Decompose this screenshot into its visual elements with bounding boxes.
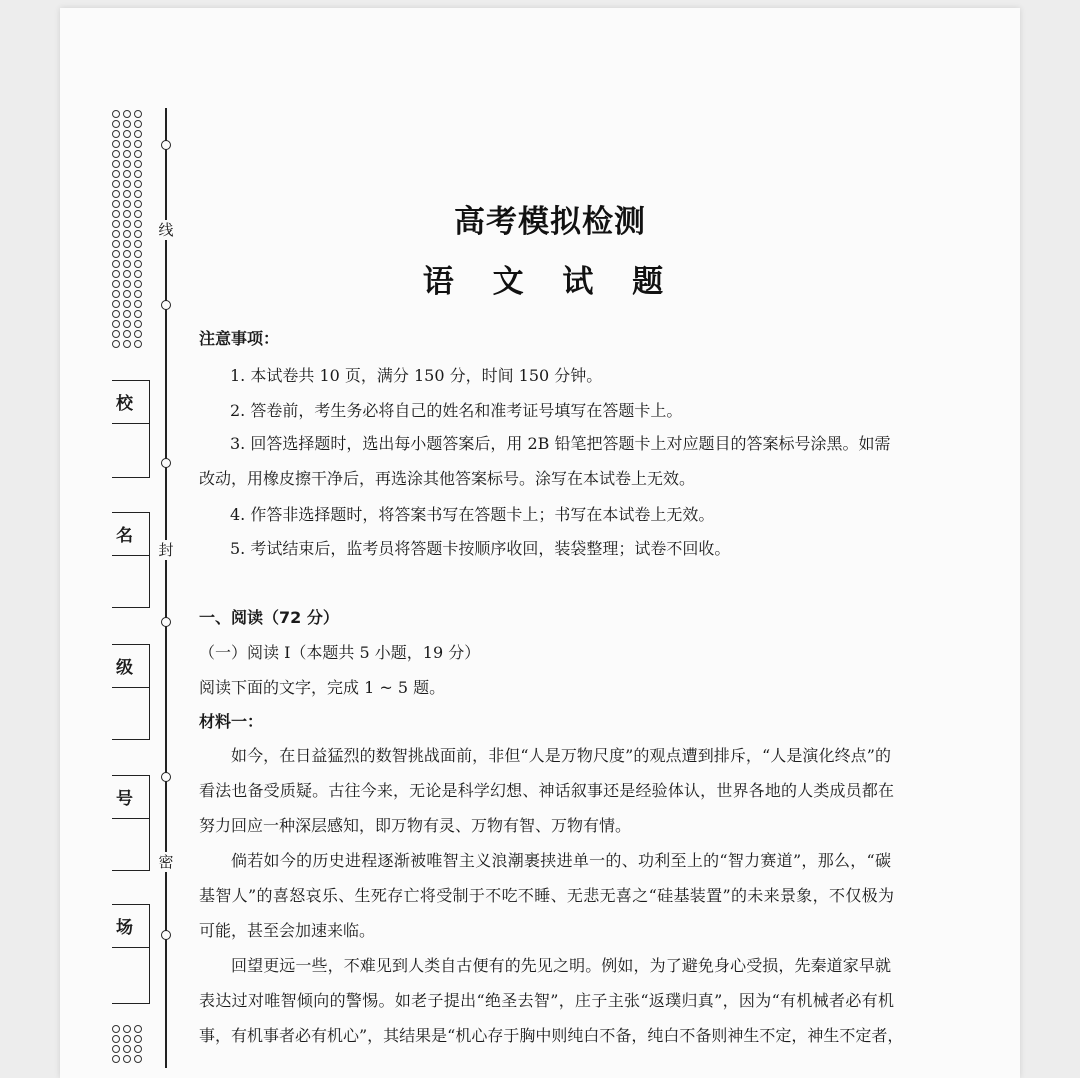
binding-hole <box>123 120 131 128</box>
binding-hole <box>134 130 142 138</box>
binding-hole <box>112 150 120 158</box>
notice-item: 4. 作答非选择题时，将答案书写在答题卡上；书写在本试卷上无效。 <box>230 505 715 524</box>
binding-hole <box>123 110 131 118</box>
binding-hole <box>123 1025 131 1033</box>
binding-hole <box>134 340 142 348</box>
seal-line-dot <box>161 617 171 627</box>
binding-hole <box>112 300 120 308</box>
class-field[interactable] <box>112 644 150 740</box>
binding-hole <box>123 270 131 278</box>
binding-hole <box>123 280 131 288</box>
school-field[interactable] <box>112 380 150 478</box>
binding-hole <box>134 120 142 128</box>
seal-line-dot <box>161 140 171 150</box>
school-label: 校 <box>116 394 133 414</box>
binding-hole <box>123 210 131 218</box>
number-field[interactable] <box>112 775 150 871</box>
binding-hole <box>112 1055 120 1063</box>
binding-hole <box>134 240 142 248</box>
binding-hole <box>123 140 131 148</box>
binding-hole <box>112 340 120 348</box>
passage-line: 回望更远一些，不难见到人类自古便有的先见之明。例如，为了避免身心受损，先秦道家早就 <box>231 956 891 975</box>
passage-line: 基智人”的喜怒哀乐、生死存亡将受制于不吃不睡、无悲无喜之“硅基装置”的未来景象，不仅极为 <box>199 886 894 905</box>
binding-hole <box>112 190 120 198</box>
binding-hole <box>123 200 131 208</box>
room-label: 场 <box>116 918 133 938</box>
binding-hole <box>112 1045 120 1053</box>
binding-holes-top <box>112 110 144 350</box>
binding-hole <box>134 230 142 238</box>
binding-hole <box>112 1035 120 1043</box>
binding-hole <box>112 260 120 268</box>
binding-hole <box>134 160 142 168</box>
binding-hole <box>123 190 131 198</box>
subsection-heading: （一）阅读 I（本题共 5 小题，19 分） <box>199 643 481 662</box>
binding-hole <box>134 180 142 188</box>
binding-hole <box>134 1025 142 1033</box>
notice-item: 5. 考试结束后，监考员将答题卡按顺序收回，装袋整理；试卷不回收。 <box>230 539 731 558</box>
binding-hole <box>112 210 120 218</box>
binding-hole <box>134 220 142 228</box>
passage-line: 如今，在日益猛烈的数智挑战面前，非但“人是万物尺度”的观点遭到排斥，“人是演化终点”的 <box>231 746 891 765</box>
passage-line: 表达过对唯智倾向的警惕。如老子提出“绝圣去智”，庄子主张“返璞归真”，因为“有机械者必有机 <box>199 991 894 1010</box>
seal-line-dot <box>161 772 171 782</box>
binding-hole <box>123 170 131 178</box>
binding-hole <box>123 150 131 158</box>
binding-hole <box>134 1035 142 1043</box>
binding-hole <box>112 270 120 278</box>
binding-hole <box>112 120 120 128</box>
binding-hole <box>112 160 120 168</box>
binding-hole <box>123 340 131 348</box>
seal-line <box>165 108 167 1068</box>
exam-title: 高考模拟检测 <box>454 204 646 240</box>
binding-hole <box>112 200 120 208</box>
binding-hole <box>134 170 142 178</box>
binding-hole <box>134 140 142 148</box>
room-field[interactable] <box>112 904 150 1004</box>
passage-line: 可能，甚至会加速来临。 <box>199 921 376 940</box>
binding-hole <box>134 260 142 268</box>
binding-hole <box>112 290 120 298</box>
notice-heading: 注意事项： <box>199 329 280 348</box>
binding-hole <box>112 230 120 238</box>
passage-line: 事，有机事者必有机心”，其结果是“机心存于胸中则纯白不备，纯白不备则神生不定，神生不定者， <box>199 1026 904 1045</box>
notice-item: 1. 本试卷共 10 页，满分 150 分，时间 150 分钟。 <box>230 366 603 385</box>
binding-hole <box>112 180 120 188</box>
binding-hole <box>123 1055 131 1063</box>
passage-line: 倘若如今的历史进程逐渐被唯智主义浪潮裹挟进单一的、功利至上的“智力赛道”，那么，“碳 <box>231 851 891 870</box>
binding-hole <box>134 280 142 288</box>
name-field[interactable] <box>112 512 150 608</box>
binding-hole <box>112 220 120 228</box>
binding-hole <box>112 1025 120 1033</box>
binding-hole <box>134 200 142 208</box>
seal-line-dot <box>161 300 171 310</box>
binding-hole <box>134 310 142 318</box>
binding-hole <box>123 180 131 188</box>
seal-line-dot <box>161 930 171 940</box>
binding-hole <box>112 280 120 288</box>
name-label: 名 <box>116 526 133 546</box>
notice-item-continued: 改动，用橡皮擦干净后，再选涂其他答案标号。涂写在本试卷上无效。 <box>199 469 696 488</box>
binding-hole <box>123 230 131 238</box>
binding-hole <box>134 270 142 278</box>
binding-hole <box>134 320 142 328</box>
binding-hole <box>123 160 131 168</box>
exam-subject: 语 文 试 题 <box>422 264 678 300</box>
binding-hole <box>112 130 120 138</box>
section-heading: 一、阅读（72 分） <box>199 608 339 627</box>
binding-hole <box>134 330 142 338</box>
binding-hole <box>123 250 131 258</box>
binding-hole <box>112 110 120 118</box>
seal-label-xian: 线 <box>156 220 176 240</box>
number-label: 号 <box>116 789 133 809</box>
binding-hole <box>134 210 142 218</box>
binding-hole <box>134 150 142 158</box>
notice-item: 2. 答卷前，考生务必将自己的姓名和准考证号填写在答题卡上。 <box>230 401 683 420</box>
binding-hole <box>112 330 120 338</box>
binding-hole <box>123 130 131 138</box>
binding-hole <box>112 140 120 148</box>
binding-hole <box>134 250 142 258</box>
reading-instruction: 阅读下面的文字，完成 1 ~ 5 题。 <box>199 678 446 697</box>
binding-hole <box>123 300 131 308</box>
binding-hole <box>123 290 131 298</box>
material-label: 材料一： <box>199 712 264 731</box>
binding-hole <box>112 310 120 318</box>
binding-hole <box>112 170 120 178</box>
passage-line: 努力回应一种深层感知，即万物有灵、万物有智、万物有情。 <box>199 816 632 835</box>
binding-hole <box>123 1035 131 1043</box>
binding-hole <box>134 110 142 118</box>
binding-hole <box>112 240 120 248</box>
seal-line-dot <box>161 458 171 468</box>
binding-hole <box>123 330 131 338</box>
binding-hole <box>134 300 142 308</box>
binding-hole <box>123 320 131 328</box>
binding-holes-bottom <box>112 1025 144 1065</box>
binding-hole <box>112 320 120 328</box>
seal-label-feng: 封 <box>156 540 176 560</box>
binding-hole <box>134 1045 142 1053</box>
binding-hole <box>123 240 131 248</box>
class-label: 级 <box>116 658 133 678</box>
binding-hole <box>123 220 131 228</box>
binding-hole <box>123 1045 131 1053</box>
passage-line: 看法也备受质疑。古往今来，无论是科学幻想、神话叙事还是经验体认，世界各地的人类成员都在 <box>199 781 894 800</box>
binding-hole <box>123 260 131 268</box>
binding-hole <box>123 310 131 318</box>
notice-item: 3. 回答选择题时，选出每小题答案后，用 2B 铅笔把答题卡上对应题目的答案标号涂黑。如需 <box>230 434 891 453</box>
binding-hole <box>112 250 120 258</box>
seal-label-mi: 密 <box>156 852 176 872</box>
binding-hole <box>134 190 142 198</box>
binding-hole <box>134 290 142 298</box>
binding-hole <box>134 1055 142 1063</box>
